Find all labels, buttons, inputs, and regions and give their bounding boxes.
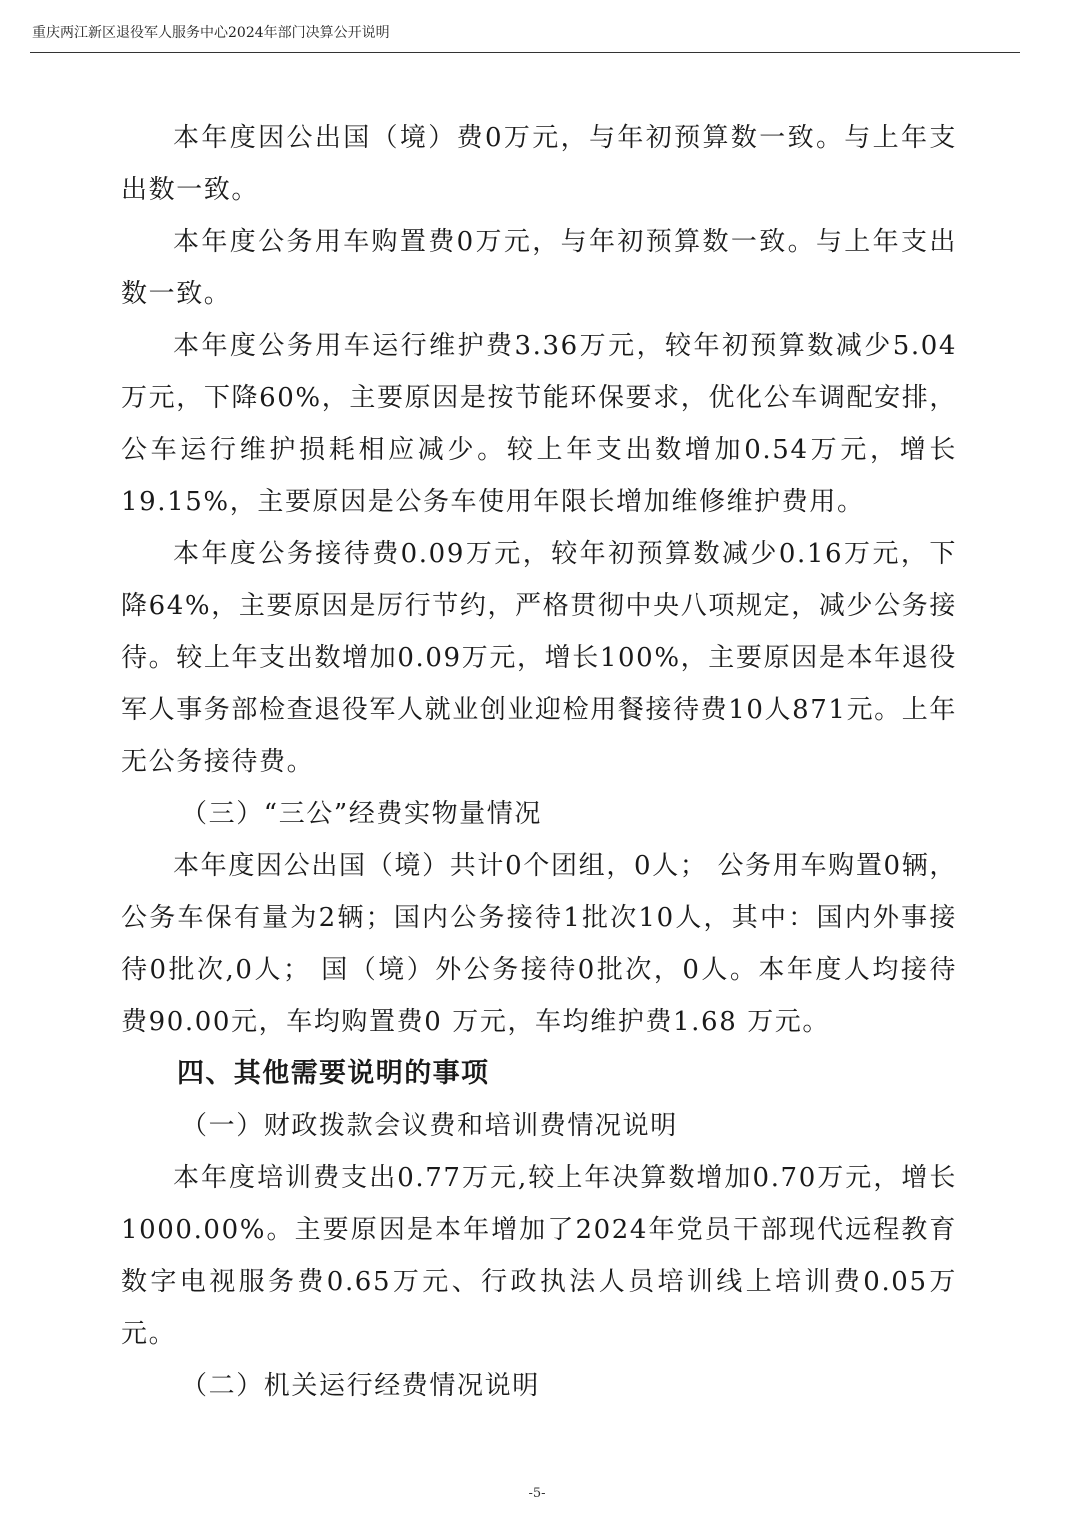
subheading-operating-expenses: （二）机关运行经费情况说明 [181,1371,540,1401]
paragraph-vehicle-purchase: 本年度公务用车购置费0万元，与年初预算数一致。与上年支出数一致。 [121,227,957,309]
subheading-three-public-quantities: （三）“三公”经费实物量情况 [181,799,542,829]
document-header: 重庆两江新区退役军人服务中心2024年部门决算公开说明 [32,25,390,41]
subheading-meeting-training-fees: （一）财政拨款会议费和培训费情况说明 [181,1111,678,1141]
page-number: -5- [528,1486,546,1501]
section-heading-other-matters: 四、其他需要说明的事项 [177,1058,490,1089]
document-body [121,112,957,1412]
header-divider [30,52,1020,53]
paragraph-overseas-travel: 本年度因公出国（境）费0万元，与年初预算数一致。与上年支出数一致。 [121,123,957,205]
paragraph-official-reception: 本年度公务接待费0.09万元，较年初预算数减少0.16万元，下降64%，主要原因是厉行节约，严格贯彻中央八项规定，减少公务接待。较上年支出数增加0.09万元，增长100%，主要原因是本年退役军人事务部检查退役军人就业创业迎检用餐接待费10人871元。上年无公务接待费。 [121,539,957,777]
paragraph-physical-quantities: 本年度因公出国（境）共计0个团组，0人； 公务用车购置0辆，公务车保有量为2辆；国内公务接待1批次10人，其中：国内外事接待0批次,0人； 国（境）外公务接待0批次，0人。本年度人均接待费90.00元，车均购置费0 万元，车均维护费1.68 万元。 [121,851,957,1037]
paragraph-vehicle-maintenance: 本年度公务用车运行维护费3.36万元，较年初预算数减少5.04万元，下降60%，主要原因是按节能环保要求，优化公车调配安排，公车运行维护损耗相应减少。较上年支出数增加0.54万元，增长19.15%，主要原因是公务车使用年限长增加维修维护费用。 [121,331,957,517]
paragraph-training-fees: 本年度培训费支出0.77万元,较上年决算数增加0.70万元，增长1000.00%。主要原因是本年增加了2024年党员干部现代远程教育数字电视服务费0.65万元、行政执法人员培训线上培训费0.05万元。 [121,1163,957,1349]
